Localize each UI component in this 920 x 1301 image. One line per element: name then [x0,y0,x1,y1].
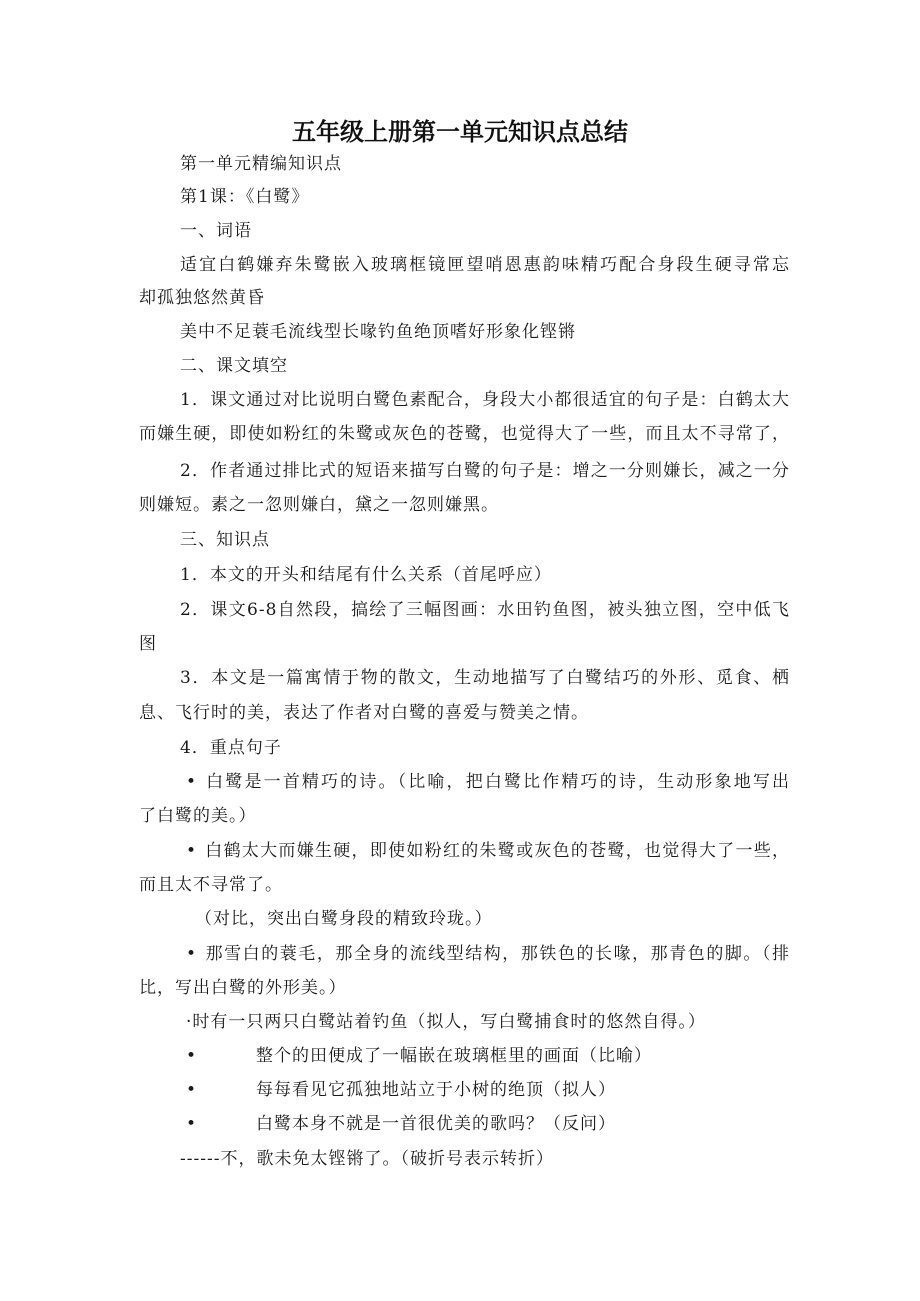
paragraph-line: 则嫌短。素之一忽则嫌白，黛之一忽则嫌黑。 [139,495,499,515]
paragraph-line: 1．本文的开头和结尾有什么关系（首尾呼应） [180,565,552,585]
list-item-text: 整个的田便成了一幅嵌在玻璃框里的画面（比喻） [256,1046,652,1066]
list-item [186,1080,205,1100]
bullet-icon: • [186,1080,198,1100]
paragraph-line: 2．作者通过排比式的短语来描写白鹭的句子是：增之一分则嫌长，减之一分 [180,461,790,481]
list-item-text: 白鹭本身不就是一首很优美的歌吗？（反问） [256,1114,616,1134]
paragraph-line: 美中不足蓑毛流线型长喙钓鱼绝顶嗜好形象化铿锵 [180,322,576,342]
bullet-icon: • [186,944,198,964]
bullet-icon: • [186,1114,198,1134]
page-title: 五年级上册第一单元知识点总结 [292,118,628,146]
bullet-icon: • [186,772,198,792]
list-item: • 那雪白的蓑毛，那全身的流线型结构，那铁色的长喙，那青色的脚。（排 [186,944,790,964]
section-heading: 一、词语 [180,221,252,241]
bullet-icon: • [186,841,198,861]
list-item: • 白鹭是一首精巧的诗。（比喻，把白鹭比作精巧的诗，生动形象地写出 [186,772,790,792]
paragraph-line: 了白鹭的美。） [139,806,257,826]
paragraph-line: 适宜白鹤嫌弃朱鹭嵌入玻璃框镜匣望哨恩惠韵味精巧配合身段生硬寻常忘 [180,255,790,275]
paragraph-line: 而嫌生硬，即使如粉红的朱鹭或灰色的苍鹭，也觉得大了一些，而且太不寻常了， [139,424,790,444]
subtitle: 第一单元精编知识点 [180,154,342,174]
paragraph-line: 2．课文6-8自然段，搞绘了三幅图画：水田钓鱼图，被头独立图，空中低飞 [180,600,790,620]
section-heading: 二、课文填空 [180,356,288,376]
lesson-heading: 第1课：《白鹭》 [180,187,310,207]
paragraph-line: 而且太不寻常了。 [139,875,283,895]
paragraph-line: （对比，突出白鹭身段的精致玲珑。） [195,909,493,929]
list-item-text: 每每看见它孤独地站立于小树的绝顶（拟人） [256,1080,616,1100]
list-item: ·时有一只两只白鹭站着钓鱼（拟人，写白鹭捕食时的悠然自得。） [186,1012,706,1032]
paragraph-line: 图 [139,634,157,654]
paragraph-line: 却孤独悠然黄昏 [139,288,265,308]
bullet-icon: • [186,1046,198,1066]
paragraph-line: 比，写出白鹭的外形美。） [139,978,347,998]
paragraph-line: 息、飞行时的美，表达了作者对白鹭的喜爱与赞美之情。 [139,703,589,723]
list-item: • 白鹤太大而嫌生硬，即使如粉红的朱鹭或灰色的苍鹭，也觉得大了一些， [186,841,790,861]
list-item [186,1114,205,1134]
paragraph-line: 3．本文是一篇寓情于物的散文，生动地描写了白鹭结巧的外形、觅食、栖 [180,668,790,688]
section-heading: 三、知识点 [180,530,270,550]
paragraph-line: 1．课文通过对比说明白鹭色素配合，身段大小都很适宜的句子是：白鹤太大 [180,390,790,410]
list-item [186,1046,205,1066]
paragraph-line: 4．重点句子 [180,738,282,758]
paragraph-line: ------不，歌未免太铿锵了。（破折号表示转折） [180,1149,554,1169]
